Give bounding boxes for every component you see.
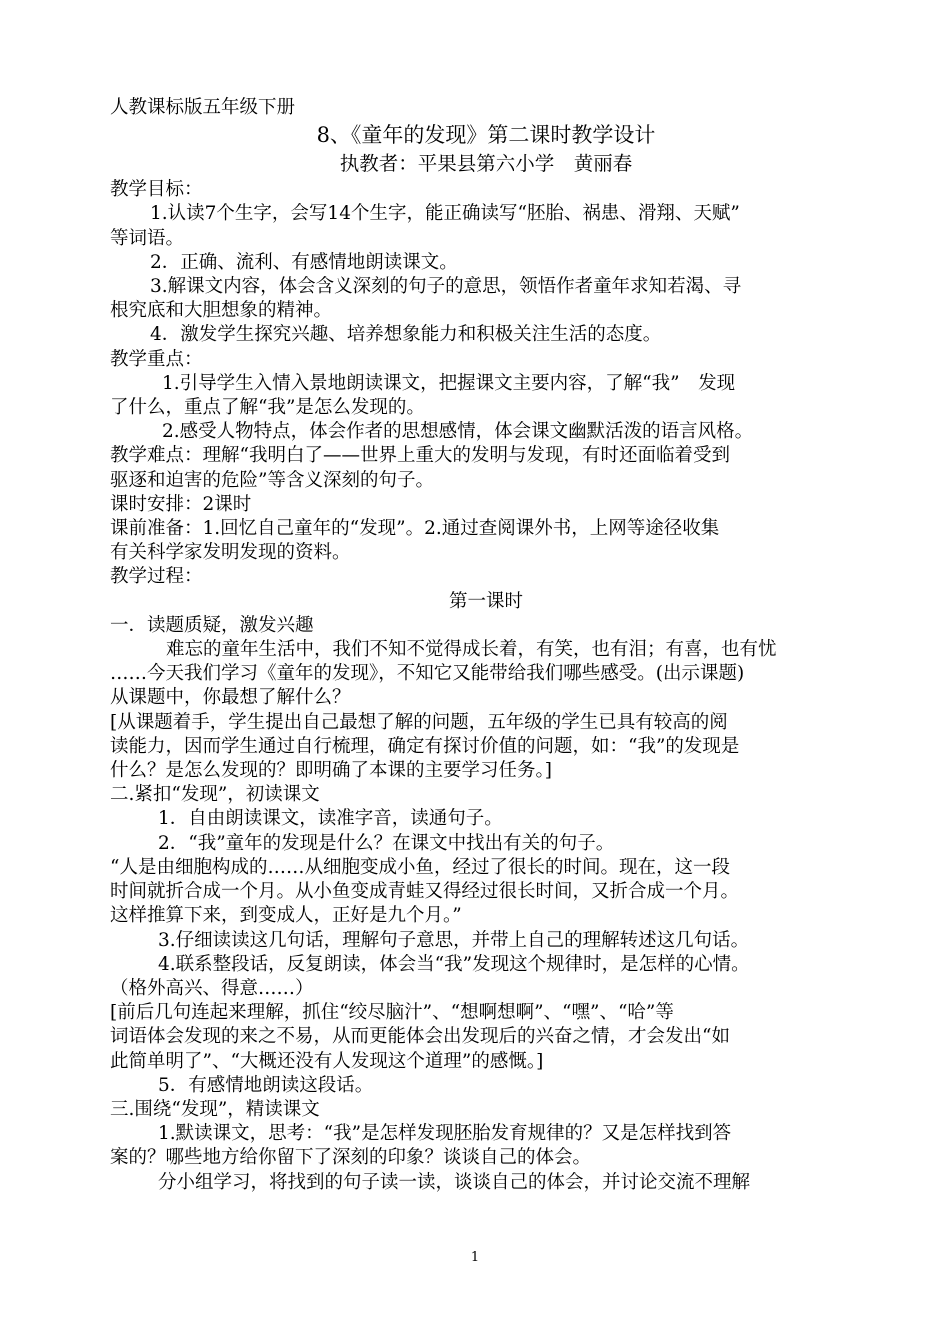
difficulty: 教学难点：理解“我明白了——世界上重大的发明与发现，有时还面临着受到 bbox=[110, 445, 730, 467]
objective-2: 2．正确、流利、有感情地朗读课文。 bbox=[150, 251, 458, 273]
key-point-2: 2.感受人物特点，体会作者的思想感情，体会课文幽默活泼的语言风格。 bbox=[162, 421, 754, 443]
objective-1: 1.认读7个生字，会写14个生字，能正确读写“胚胎、祸患、滑翔、天赋” bbox=[150, 203, 740, 225]
step-2-note-cont-2: 此简单明了”、“大概还没有人发现这个道理”的感慨。] bbox=[110, 1050, 544, 1072]
step-3-group-work: 分小组学习，将找到的句子读一读，谈谈自己的体会，并讨论交流不理解 bbox=[158, 1171, 751, 1193]
objective-3: 3.解课文内容，体会含义深刻的句子的意思，领悟作者童年求知若渴、寻 bbox=[150, 276, 742, 298]
step-2-note-cont: 词语体会发现的来之不易，从而更能体会出发现后的兴奋之情，才会发出“如 bbox=[110, 1026, 730, 1048]
edition-label: 人教课标版五年级下册 bbox=[110, 97, 296, 118]
section-heading-objectives: 教学目标： bbox=[110, 179, 203, 201]
step-3-item-1-cont: 案的？哪些地方给你留下了深刻的印象？谈谈自己的体会。 bbox=[110, 1147, 592, 1169]
step-2-item-4-cont: （格外高兴、得意……） bbox=[110, 977, 314, 999]
step-1-note-cont: 读能力，因而学生通过自行梳理，确定有探讨价值的问题，如：“我”的发现是 bbox=[110, 735, 740, 757]
lesson-heading: 第一课时 bbox=[448, 590, 523, 612]
section-heading-key-points: 教学重点： bbox=[110, 348, 203, 370]
document-body bbox=[110, 96, 862, 1195]
key-point-1-cont: 了什么，重点了解“我”是怎么发现的。 bbox=[110, 397, 425, 419]
schedule: 课时安排：2课时 bbox=[110, 493, 252, 515]
step-2-note: [前后几句连起来理解，抓住“绞尽脑汁”、“想啊想啊”、“嘿”、“哈”等 bbox=[110, 1002, 674, 1024]
step-1-question: 从课题中，你最想了解什么？ bbox=[110, 687, 351, 709]
step-2-quote-cont-2: 这样推算下来，到变成人，正好是九个月。” bbox=[110, 905, 462, 927]
step-1-heading: 一．读题质疑，激发兴趣 bbox=[110, 614, 314, 636]
document-title: 8、《童年的发现》第二课时教学设计 bbox=[316, 123, 656, 148]
step-2-item-3: 3.仔细读读这几句话，理解句子意思，并带上自己的理解转述这几句话。 bbox=[158, 929, 750, 951]
step-1-paragraph-cont: ……今天我们学习《童年的发现》，不知它又能带给我们哪些感受。(出示课题) bbox=[110, 663, 745, 685]
key-point-1: 1.引导学生入情入景地朗读课文，把握课文主要内容，了解“我” 发现 bbox=[162, 372, 736, 394]
step-2-item-1: 1．自由朗读课文，读准字音，读通句子。 bbox=[158, 808, 503, 830]
page-number: 1 bbox=[470, 1250, 480, 1265]
step-2-item-5: 5．有感情地朗读这段话。 bbox=[158, 1074, 374, 1096]
step-2-item-4: 4.联系整段话，反复朗读，体会当“我”发现这个规律时，是怎样的心情。 bbox=[158, 953, 750, 975]
preparation-cont: 有关科学家发明发现的资料。 bbox=[110, 542, 351, 564]
preparation: 课前准备：1.回忆自己童年的“发现”。2.通过查阅课外书，上网等途径收集 bbox=[110, 518, 720, 540]
objective-1-cont: 等词语。 bbox=[110, 227, 185, 249]
step-1-paragraph: 难忘的童年生活中，我们不知不觉得成长着，有笑，也有泪；有喜，也有忧 bbox=[166, 639, 777, 661]
section-heading-process: 教学过程： bbox=[110, 566, 203, 588]
author-line: 执教者：平果县第六小学 黄丽春 bbox=[339, 152, 633, 176]
difficulty-cont: 驱逐和迫害的危险”等含义深刻的句子。 bbox=[110, 469, 434, 491]
step-2-quote: “人是由细胞构成的……从细胞变成小鱼，经过了很长的时间。现在，这一段 bbox=[110, 856, 730, 878]
step-2-quote-cont: 时间就折合成一个月。从小鱼变成青蛙又得经过很长时间，又折合成一个月。 bbox=[110, 881, 740, 903]
step-2-item-2: 2．“我”童年的发现是什么？在课文中找出有关的句子。 bbox=[158, 832, 615, 854]
step-1-note-cont-2: 什么？是怎么发现的？即明确了本课的主要学习任务。] bbox=[110, 760, 552, 782]
step-3-heading: 三.围绕“发现”，精读课文 bbox=[110, 1098, 320, 1120]
step-2-heading: 二.紧扣“发现”，初读课文 bbox=[110, 784, 320, 806]
step-1-note: [从课题着手，学生提出自己最想了解的问题，五年级的学生已具有较高的阅 bbox=[110, 711, 728, 733]
objective-4: 4．激发学生探究兴趣、培养想象能力和积极关注生活的态度。 bbox=[150, 324, 662, 346]
step-3-item-1: 1.默读课文，思考：“我”是怎样发现胚胎发育规律的？又是怎样找到答 bbox=[158, 1123, 732, 1145]
objective-3-cont: 根究底和大胆想象的精神。 bbox=[110, 300, 333, 322]
